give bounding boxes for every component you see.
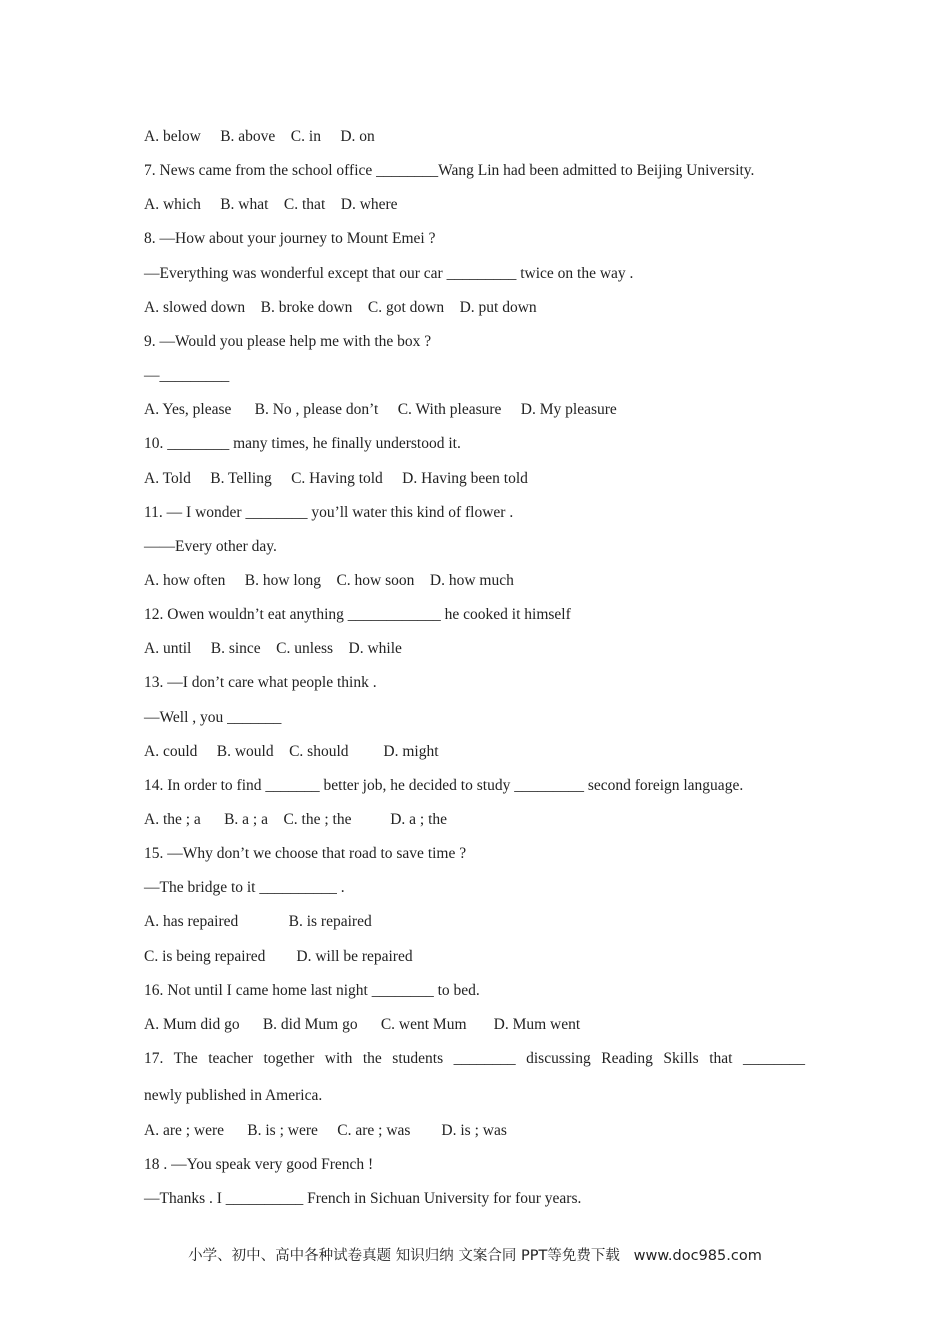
options-q15-row1: A. has repaired B. is repaired	[144, 913, 372, 930]
question-9-prompt: 9. —Would you please help me with the box ?	[144, 333, 432, 350]
question-10: 10. ________ many times, he finally understood it.	[144, 435, 461, 452]
question-11-prompt: 11. — I wonder ________ you’ll water this kind of flower .	[144, 504, 514, 521]
options-q7: A. which B. what C. that D. where	[144, 196, 398, 213]
question-9-reply: —_________	[144, 367, 230, 384]
options-q10: A. Told B. Telling C. Having told D. Having been told	[144, 470, 528, 487]
question-13-prompt: 13. —I don’t care what people think .	[144, 674, 377, 691]
question-7: 7. News came from the school office ________Wang Lin had been admitted to Beijing University.	[144, 162, 755, 179]
options-q8: A. slowed down B. broke down C. got down D. put down	[144, 299, 537, 316]
question-13-reply: —Well , you _______	[144, 709, 282, 726]
question-8-prompt: 8. —How about your journey to Mount Emei ?	[144, 230, 436, 247]
question-17-line2: newly published in America.	[144, 1087, 323, 1104]
question-11-reply: ——Every other day.	[144, 538, 277, 555]
question-18-reply: —Thanks . I __________ French in Sichuan University for four years.	[144, 1190, 582, 1207]
options-q6: A. below B. above C. in D. on	[144, 128, 375, 145]
options-q16: A. Mum did go B. did Mum go C. went Mum D. Mum went	[144, 1016, 581, 1033]
options-q12: A. until B. since C. unless D. while	[144, 640, 402, 657]
footer-banner: 小学、初中、高中各种试卷真题 知识归纳 文案合同 PPT等免费下载 www.doc985.com	[188, 1248, 762, 1264]
options-q11: A. how often B. how long C. how soon D. how much	[144, 572, 514, 589]
options-q15-row2: C. is being repaired D. will be repaired	[144, 948, 413, 965]
options-q14: A. the ; a B. a ; a C. the ; the D. a ; the	[144, 811, 448, 828]
question-15-reply: —The bridge to it __________ .	[144, 879, 345, 896]
options-q9: A. Yes, please B. No , please don’t C. With pleasure D. My pleasure	[144, 401, 617, 418]
options-q13: A. could B. would C. should D. might	[144, 743, 439, 760]
question-14: 14. In order to find _______ better job, he decided to study _________ second foreign language.	[144, 777, 744, 794]
question-17-line1: 17. The teacher together with the students ________ discussing Reading Skills that ________	[144, 1050, 805, 1067]
question-12: 12. Owen wouldn’t eat anything ____________ he cooked it himself	[144, 606, 571, 623]
question-16: 16. Not until I came home last night ________ to bed.	[144, 982, 480, 999]
question-18-prompt: 18 . —You speak very good French !	[144, 1156, 374, 1173]
options-q17: A. are ; were B. is ; were C. are ; was D. is ; was	[144, 1122, 507, 1139]
question-15-prompt: 15. —Why don’t we choose that road to save time ?	[144, 845, 467, 862]
question-8-reply: —Everything was wonderful except that our car _________ twice on the way .	[144, 265, 634, 282]
